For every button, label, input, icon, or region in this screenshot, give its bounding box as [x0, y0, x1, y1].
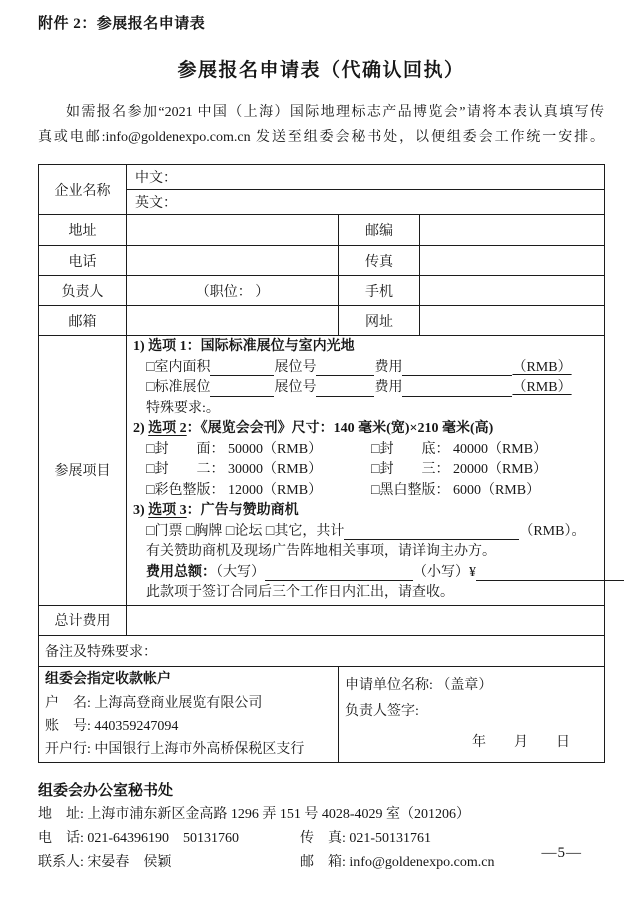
price-back-cover: □封 底： 40000（RMB）	[371, 441, 548, 457]
total-xiaoxie-blank	[476, 567, 624, 581]
total-amount-label: 费用总额：	[146, 564, 216, 580]
sponsor-rmb-label: （RMB）。	[519, 523, 586, 539]
company-name-english-field: 英文：	[127, 190, 605, 215]
email-label: 邮箱	[39, 306, 127, 336]
standard-booth-checkbox-label: □标准展位	[146, 380, 211, 395]
secretariat-contact: 联系人: 宋晏春 侯颖	[38, 854, 172, 870]
remarks-label: 备注及特殊要求：	[39, 635, 605, 666]
option2-title	[133, 419, 598, 440]
intro-line-1: 如需报名参加“2021 中国（上海）国际地理标志产品博览会”请将本表认真填写传	[66, 105, 604, 120]
option2-name: 选项 2	[148, 421, 187, 436]
table-row-company-cn	[39, 165, 605, 190]
table-row-remarks	[39, 635, 605, 666]
price-color-page: □彩色整版： 12000（RMB）	[146, 482, 323, 498]
standard-booth-no-label: 展位号	[274, 380, 317, 395]
website-label: 网址	[339, 306, 420, 336]
price-bw-page: □黑白整版： 6000（RMB）	[371, 482, 541, 498]
price-inside-front: □封 二： 30000（RMB）	[146, 462, 323, 477]
indoor-fee-label: 费用	[374, 359, 403, 375]
bank-account-title: 组委会指定收款帐户	[45, 671, 171, 687]
page-title: 参展报名申请表（代确认回执）	[177, 60, 465, 81]
option2-price-row-2	[133, 460, 598, 481]
applicant-signature: 负责人签字:	[345, 703, 419, 719]
fax-label: 传真	[339, 246, 420, 276]
option2-rest: ：《展览会会刊》尺寸：140 毫米(宽)×210 毫米(高)	[186, 421, 494, 436]
standard-booth-no-blank	[316, 383, 374, 397]
option1-indoor-line	[133, 358, 598, 379]
mobile-label: 手机	[339, 276, 420, 306]
indoor-booth-no-blank	[316, 362, 374, 376]
zip-label: 邮编	[339, 215, 420, 246]
total-amount-line	[133, 563, 598, 584]
option2-prefix: 2)	[133, 421, 149, 436]
option3-name: 选项 3	[148, 503, 187, 518]
items-content-cell	[127, 336, 605, 606]
option2-price-row-1	[133, 440, 598, 461]
address-field	[127, 215, 339, 246]
intro-paragraph	[38, 100, 604, 150]
page-number: —5—	[541, 845, 582, 861]
option3-rest: ：广告与赞助商机	[186, 503, 299, 518]
standard-booth-blank	[210, 383, 274, 397]
table-row-contact	[39, 276, 605, 306]
secretariat-contact-email-line	[38, 851, 604, 875]
applicant-date: 年 月 日	[472, 734, 570, 750]
total-daxie-label: （大写）	[216, 564, 265, 580]
total-daxie-blank	[265, 567, 413, 581]
company-name-label: 企业名称	[39, 165, 127, 215]
contact-label: 负责人	[39, 276, 127, 306]
email-field	[127, 306, 339, 336]
attachment-label: 附件 2：参展报名申请表	[38, 16, 206, 32]
standard-rmb-label: （RMB）	[512, 380, 572, 395]
price-inside-back: □封 三： 20000（RMB）	[371, 462, 548, 477]
secretariat-phone-fax-line	[38, 827, 604, 851]
remit-note: 此款项于签订合同后三个工作日内汇出，请查收。	[146, 585, 454, 600]
indoor-booth-no-label: 展位号	[274, 359, 317, 375]
secretariat-address: 地 址: 上海市浦东新区金高路 1296 弄 151 号 4028-4029 室（201206）	[38, 806, 471, 822]
table-row-phone	[39, 246, 605, 276]
total-fee-label: 总计费用	[39, 605, 127, 635]
applicant-cell	[339, 666, 605, 762]
table-row-total	[39, 605, 605, 635]
indoor-rmb-label: （RMB）	[512, 359, 572, 375]
table-row-bank-applicant	[39, 666, 605, 762]
address-label: 地址	[39, 215, 127, 246]
secretariat-block	[38, 779, 604, 875]
secretariat-phone: 电 话: 021-64396190 50131760	[38, 830, 240, 846]
zip-field	[420, 215, 605, 246]
fax-field	[420, 246, 605, 276]
bank-account-cell	[39, 666, 339, 762]
table-row-items	[39, 336, 605, 606]
mobile-field	[420, 276, 605, 306]
application-form-table	[38, 164, 605, 763]
indoor-fee-blank	[402, 362, 512, 376]
applicant-unit-name: 申请单位名称: （盖章）	[345, 677, 493, 693]
option3-check-line	[133, 522, 598, 543]
website-field	[420, 306, 605, 336]
indoor-area-blank	[210, 362, 274, 376]
option3-title	[133, 501, 598, 522]
bank-branch: 开户行: 中国银行上海市外高桥保税区支行	[45, 741, 305, 757]
company-name-chinese-field: 中文：	[127, 165, 605, 190]
option2-price-row-3	[133, 481, 598, 502]
option1-title: 1) 选项 1：国际标准展位与室内光地	[133, 339, 355, 354]
option1-special-requirements: 特殊要求:。	[146, 400, 220, 416]
secretariat-email: 邮 箱: info@goldenexpo.com.cn	[300, 854, 495, 870]
phone-field	[127, 246, 339, 276]
option3-note: 有关赞助商机及现场广告阵地相关事项，请详询主办方。	[146, 544, 496, 559]
table-row-email	[39, 306, 605, 336]
sponsor-total-blank	[344, 526, 519, 540]
table-row-address	[39, 215, 605, 246]
sponsor-checkboxes-label: □门票 □胸牌 □论坛 □其它，共计	[146, 523, 345, 539]
standard-fee-label: 费用	[374, 380, 403, 395]
option1-standard-line	[133, 378, 598, 399]
secretariat-title: 组委会办公室秘书处	[38, 782, 174, 799]
bank-account-name: 户 名: 上海高登商业展览有限公司	[45, 695, 263, 711]
total-fee-field	[127, 605, 605, 635]
total-xiaoxie-label: （小写）¥	[413, 564, 476, 580]
items-label: 参展项目	[39, 336, 127, 606]
indoor-area-checkbox-label: □室内面积	[146, 359, 211, 375]
bank-account-number: 账 号: 440359247094	[45, 718, 179, 734]
standard-fee-blank	[402, 383, 512, 397]
phone-label: 电话	[39, 246, 127, 276]
position-field: （职位： ）	[127, 276, 339, 306]
price-front-cover: □封 面： 50000（RMB）	[146, 441, 323, 457]
intro-line-2: 真或电邮:info@goldenexpo.com.cn 发送至组委会秘书处，以便组委会工作统一安排。	[38, 130, 604, 145]
option3-prefix: 3)	[133, 503, 149, 518]
secretariat-fax: 传 真: 021-50131761	[300, 830, 432, 846]
